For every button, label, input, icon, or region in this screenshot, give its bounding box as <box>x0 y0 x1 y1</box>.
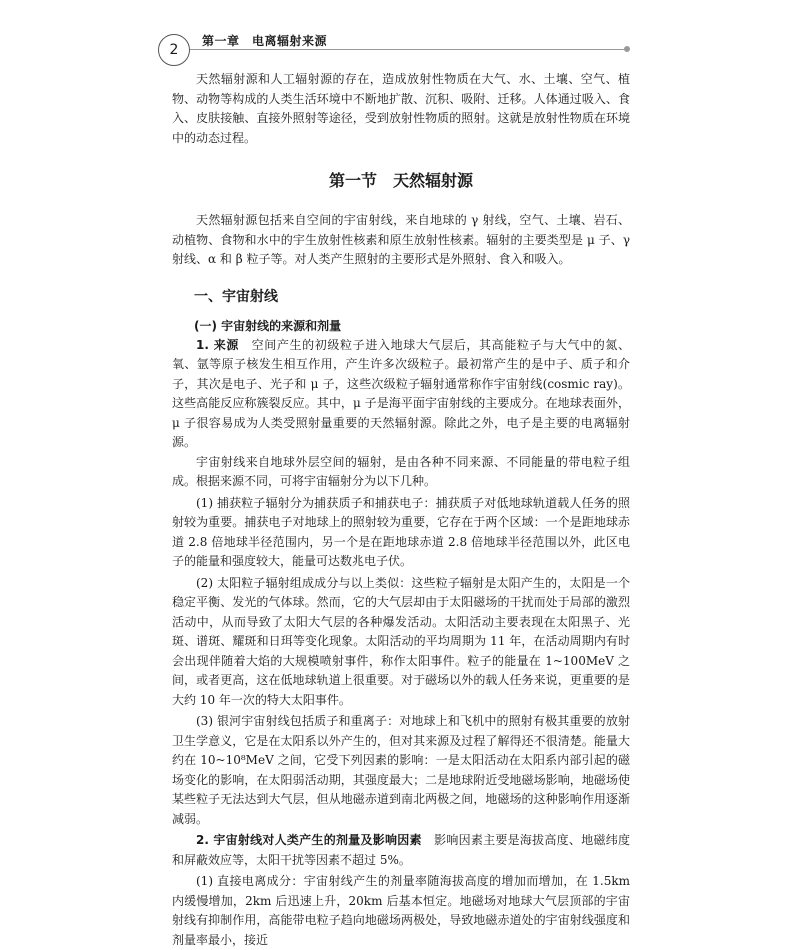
source-text: 空间产生的初级粒子进入地球大气层后，其高能粒子与大气中的氮、氧、氩等原子核发生相互作用，产生许多次级粒子。最初常产生的是中子、质子和介子，其次是电子、光子和 μ 子，这些次级粒子辐射通常称作宇宙射线(cosmic ray)。这些高能反应称簇裂反应。其中，μ 子是海平面宇宙射线的主要成分。在地球表面外，μ 子很容易成为人类受照射量重要的天然辐射源。除此之外，电子是主要的电离辐射源。 <box>172 337 630 449</box>
page-content <box>172 70 630 950</box>
part2-text: 影响因素主要是海拔高度、地磁纬度和屏蔽效应等，太阳干扰等因素不超过 5%。 <box>172 833 630 867</box>
item-1-paragraph: (1) 捕获粒子辐射分为捕获质子和捕获电子：捕获质子对低地球轨道载人任务的照射较为重要。捕获电子对地球上的照射较为重要，它存在于两个区域：一个是距地球赤道 2.8 倍地球半径范围内，另一个是在距地球赤道 2.8 倍地球半径范围以外，此区电子的能量和强度较大，能量可达数兆电子伏。 <box>172 495 630 568</box>
source-paragraph-2: 宇宙射线来自地球外层空间的辐射，是由各种不同来源、不同能量的带电粒子组成。根据来源不同，可将宇宙辐射分为以下几种。 <box>172 454 630 488</box>
chapter-title: 第一章 电离辐射来源 <box>202 34 328 48</box>
part2-paragraph <box>172 831 630 870</box>
item-3-paragraph: (3) 银河宇宙射线包括质子和重离子：对地球上和飞机中的照射有极其重要的放射卫生学意义，它是在太阳系以外产生的，但对其来源及过程了解得还不很清楚。能量大约在 10~10⁸MeV 之间，它受下列因素的影响：一是太阳活动在太阳系内部引起的磁场变化的影响，在太阳弱活动期，其强度最大；二是地球附近受地磁场影响，地磁场使某些粒子无法达到大气层，但从地磁赤道到南北两极之间，地磁场的这种影响作用逐渐减弱。 <box>172 714 630 826</box>
header-rule-dot <box>624 46 630 52</box>
header-rule <box>190 49 628 50</box>
source-label: 1. 来源 <box>196 337 239 352</box>
subsection-title: 一、宇宙射线 <box>194 288 278 305</box>
part2-label: 2. 宇宙射线对人类产生的剂量及影响因素 <box>196 833 422 847</box>
section-intro-paragraph: 天然辐射源包括来自空间的宇宙射线，来自地球的 γ 射线，空气、土壤、岩石、动植物、食物和水中的宇生放射性核素和原生放射性核素。辐射的主要类型是 μ 子、γ 射线、α 和 β 粒子等。对人类产生照射的主要形式是外照射、食入和吸入。 <box>172 213 630 266</box>
intro-paragraph: 天然辐射源和人工辐射源的存在，造成放射性物质在大气、水、土壤、空气、植物、动物等构成的人类生活环境中不断地扩散、沉积、吸附、迁移。人体通过吸入、食入、皮肤接触、直接外照射等途径，受到放射性物质的照射。这就是放射性物质在环境中的动态过程。 <box>172 72 630 145</box>
item-4-paragraph: (1) 直接电离成分：宇宙射线产生的剂量率随海拔高度的增加而增加，在 1.5km 内缓慢增加，2km 后迅速上升，20km 后基本恒定。地磁场对地球大气层顶部的宇宙射线有抑制作用，高能带电粒子趋向地磁场两极处，导致地磁赤道处的宇宙射线强度和剂量率最小，接近 <box>172 874 630 947</box>
page-number: 2 <box>158 34 190 66</box>
section-title: 第一节 天然辐射源 <box>328 171 473 190</box>
item-2-paragraph: (2) 太阳粒子辐射组成成分与以上类似：这些粒子辐射是太阳产生的，太阳是一个稳定平衡、发光的气体球。然而，它的大气层却由于太阳磁场的干扰而处于局部的激烈活动中，从而导致了太阳大气层的各种爆发活动。太阳活动主要表现在太阳黑子、光斑、谱斑、耀斑和日珥等变化现象。太阳活动的平均周期为 11 年，在活动周期内有时会出现伴随着大焰的大规模喷射事件，称作太阳事件。粒子的能量在 1~100MeV 之间，或者更高，这在低地球轨道上很重要。对于磁场以外的载人任务来说，更重要的是大约 10 年一次的特大太阳事件。 <box>172 575 630 707</box>
part1-title: (一) 宇宙射线的来源和剂量 <box>194 318 342 333</box>
page-header <box>158 28 628 68</box>
source-paragraph <box>172 336 630 453</box>
